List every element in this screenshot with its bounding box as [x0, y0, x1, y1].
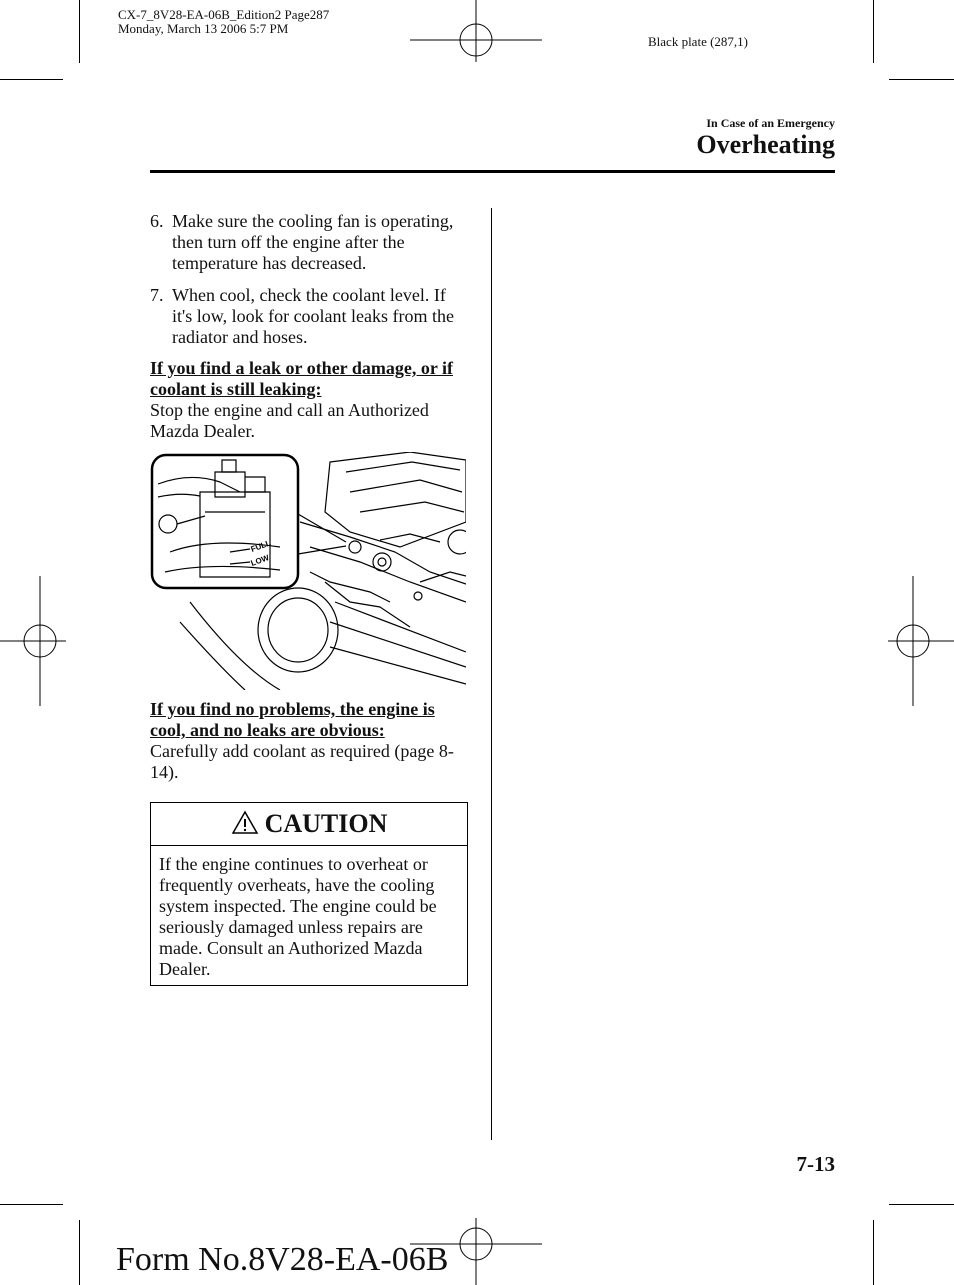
- caution-box: [150, 802, 468, 986]
- no-problem-heading: If you find no problems, the engine is cool, and no leaks are obvious:: [150, 699, 435, 740]
- crop-mark: [0, 79, 63, 80]
- crop-mark: [79, 0, 80, 63]
- form-number: Form No.8V28-EA-06B: [116, 1241, 449, 1278]
- caution-body: If the engine continues to overheat or frequently overheats, have the cooling system inspected. The engine could be seriously damaged unless repairs are made. Consult an Authorized Mazda Dealer.: [159, 854, 437, 979]
- caution-header: [151, 803, 467, 846]
- registration-mark-icon: [888, 576, 954, 706]
- low-label: LOW: [249, 553, 271, 568]
- step-item: [150, 285, 470, 348]
- crop-mark: [889, 79, 954, 80]
- warning-triangle-icon: [231, 810, 259, 835]
- no-problem-section: [150, 699, 472, 783]
- print-info-line1: CX-7_8V28-EA-06B_Edition2 Page287: [118, 7, 330, 22]
- no-problem-body: Carefully add coolant as required (page 8-14).: [150, 741, 454, 782]
- step-text: Make sure the cooling fan is operating, then turn off the engine after the temperature has decreased.: [172, 211, 454, 273]
- caution-title: CAUTION: [264, 809, 388, 838]
- crop-mark: [79, 1220, 80, 1285]
- crop-mark: [0, 1204, 63, 1205]
- registration-mark-icon: [0, 576, 66, 706]
- section-label: In Case of an Emergency: [706, 116, 835, 130]
- print-info-line2: Monday, March 13 2006 5:7 PM: [118, 21, 289, 36]
- step-text: When cool, check the coolant level. If it's low, look for coolant leaks from the radiator and hoses.: [172, 285, 455, 347]
- page-title: Overheating: [696, 130, 835, 159]
- step-item: [150, 211, 470, 274]
- column-divider: [491, 208, 492, 1140]
- crop-mark: [873, 0, 874, 63]
- leak-body: Stop the engine and call an Authorized Mazda Dealer.: [150, 400, 429, 441]
- print-info: [118, 8, 329, 36]
- coolant-reservoir-illustration: [150, 452, 466, 690]
- crop-mark: [889, 1204, 954, 1205]
- step-number: 7.: [150, 285, 164, 305]
- crop-mark: [873, 1220, 874, 1285]
- title-rule: [150, 170, 835, 173]
- registration-mark-icon: [410, 0, 542, 62]
- step-number: 6.: [150, 211, 164, 231]
- page-number: 7-13: [796, 1152, 835, 1176]
- plate-label: Black plate (287,1): [648, 34, 748, 49]
- leak-section: [150, 358, 472, 442]
- full-label: FULL: [249, 538, 272, 554]
- leak-heading: If you find a leak or other damage, or if coolant is still leaking:: [150, 358, 454, 399]
